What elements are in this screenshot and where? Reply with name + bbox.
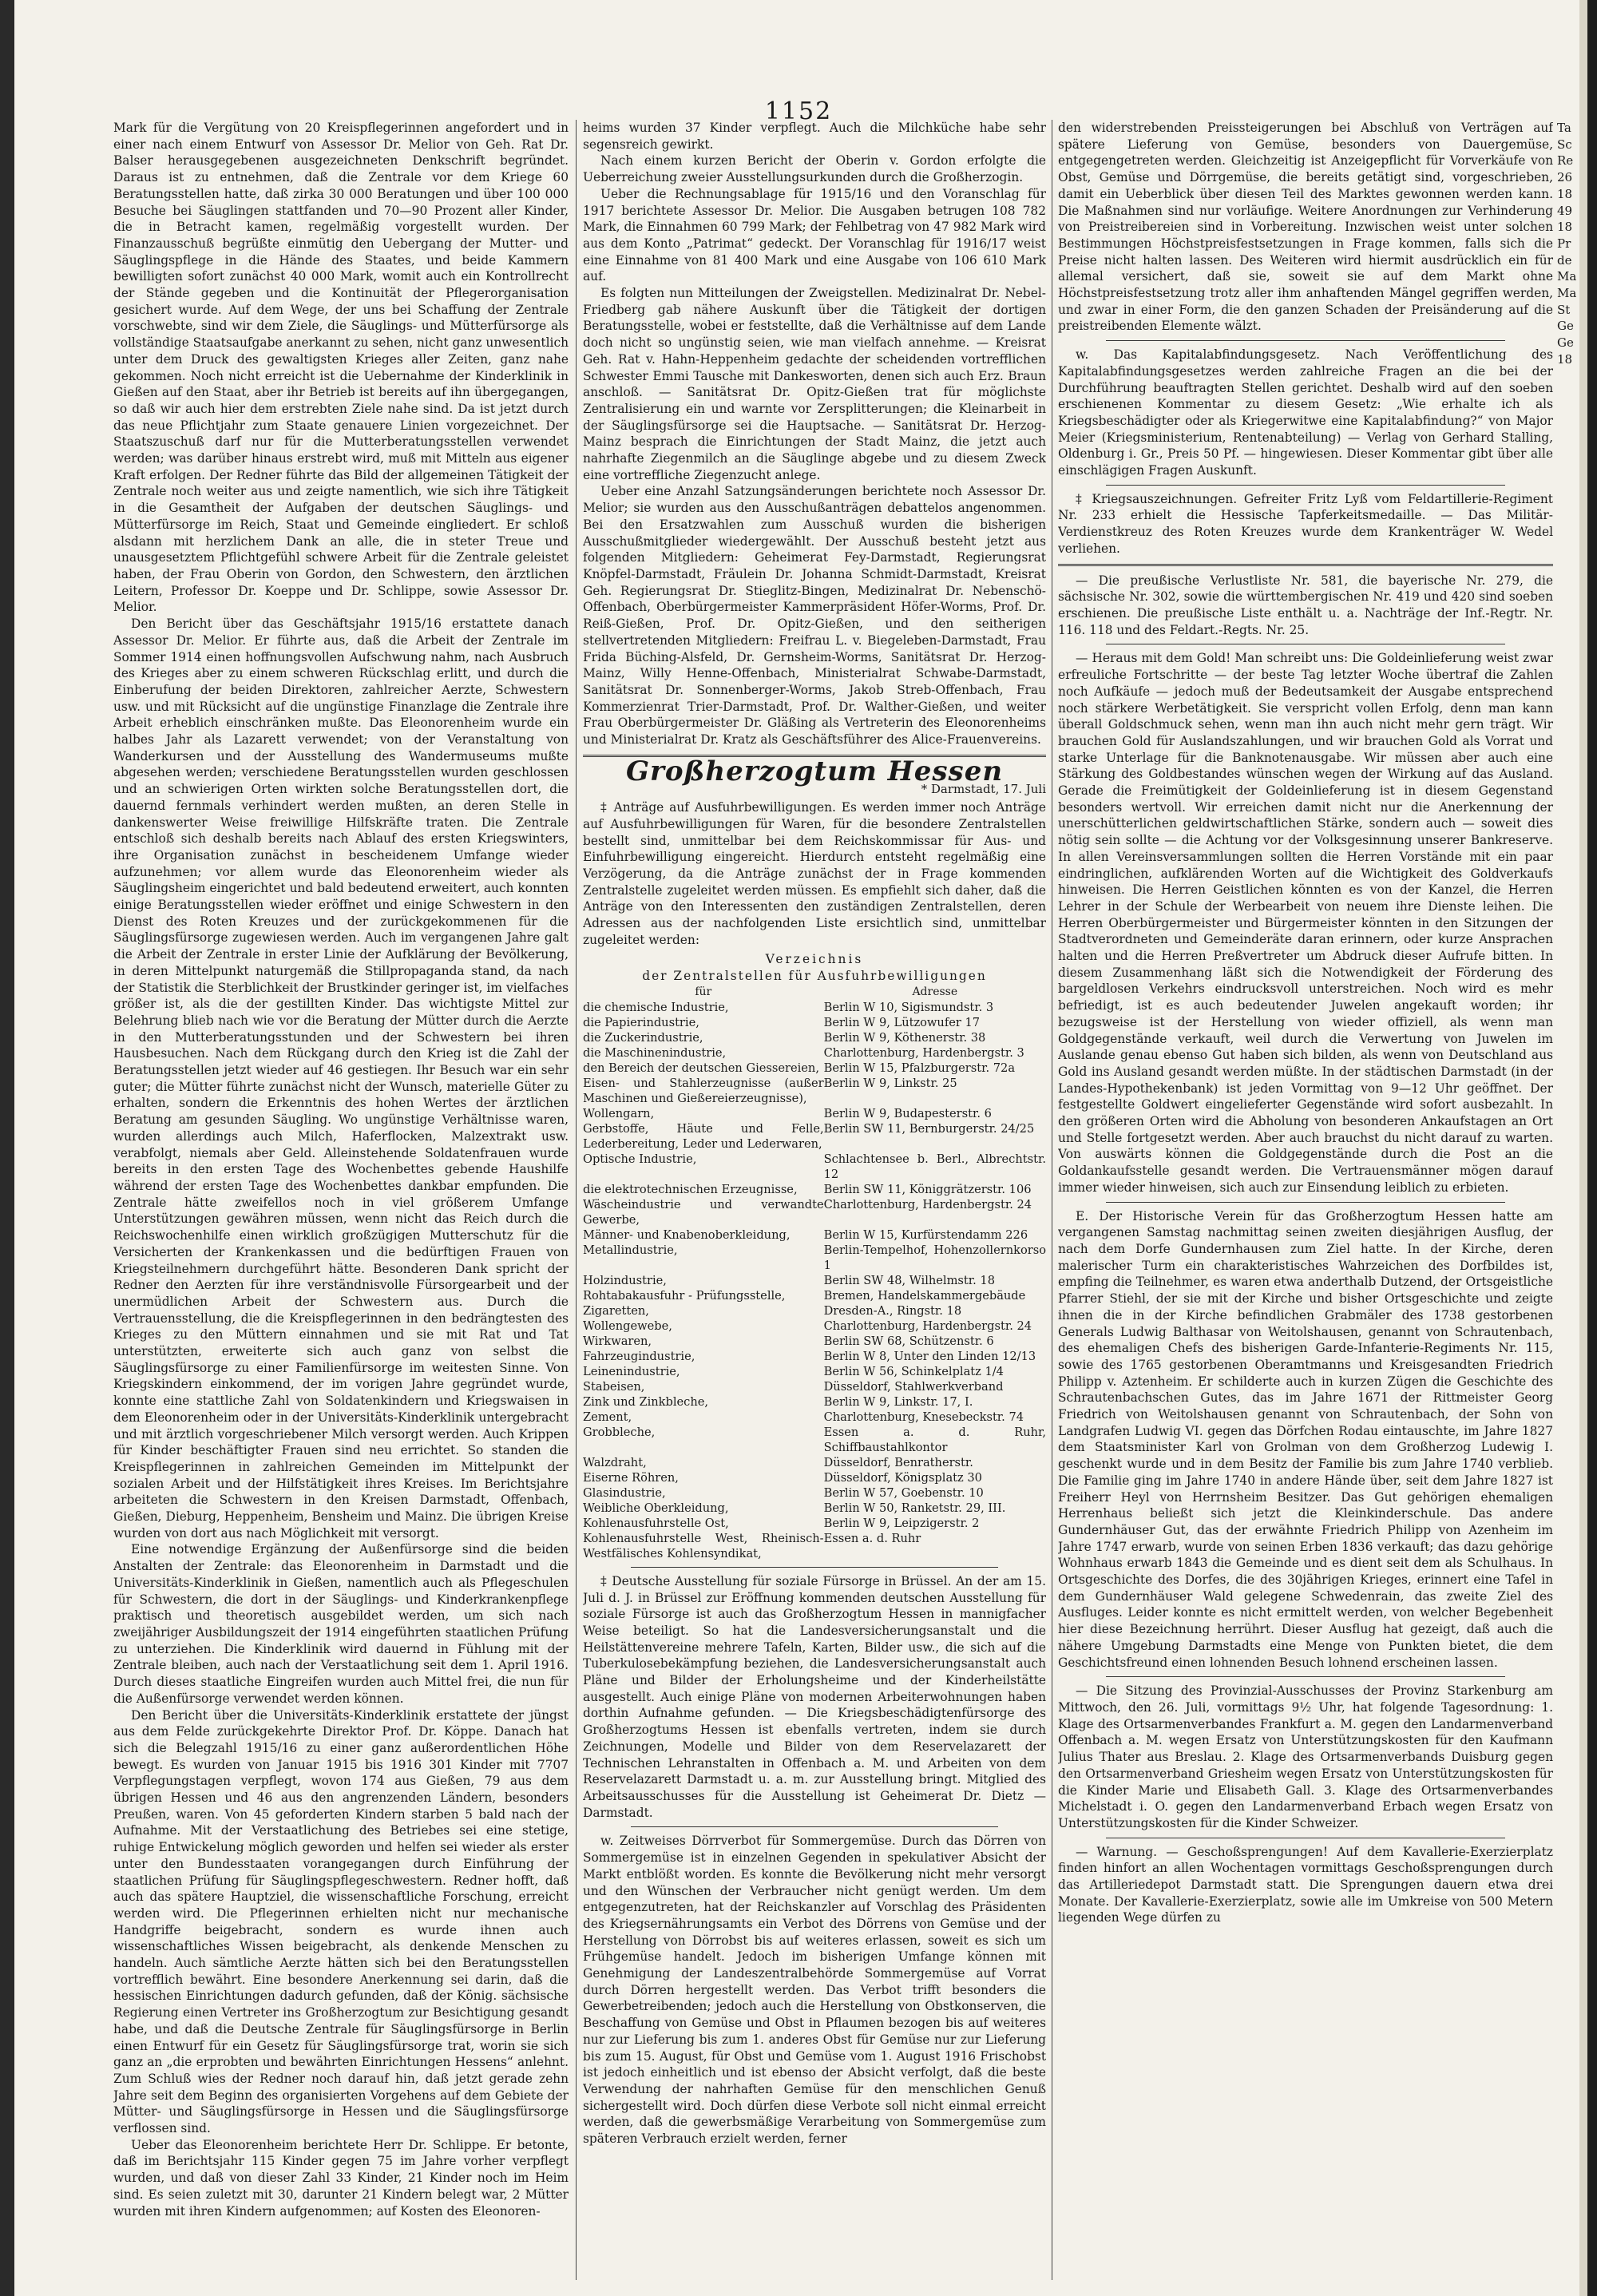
directory-address: Bremen, Handelskammergebäude [823, 1288, 1026, 1303]
divider [1106, 1202, 1505, 1203]
directory-industry: die elektrotechnischen Erzeugnisse, [583, 1182, 798, 1196]
directory-industry: Weibliche Oberkleidung, [583, 1501, 729, 1515]
column-rule [576, 120, 577, 2280]
directory-row [583, 1319, 1046, 1334]
column-1 [113, 120, 569, 2276]
directory-address: Berlin W 9, Leipzigerstr. 2 [823, 1516, 980, 1530]
directory-address: Berlin-Tempelhof, Hohenzollernkorso 1 [823, 1243, 1046, 1272]
directory-industry: Zement, [583, 1410, 632, 1424]
column-3 [1058, 120, 1553, 2276]
section-heading: Großherzogtum Hessen [625, 755, 1004, 787]
directory-industry: Wirkwaren, [583, 1334, 652, 1348]
page-number: 1152 [764, 97, 833, 125]
directory-address: Berlin W 8, Unter den Linden 12/13 [823, 1349, 1036, 1363]
directory-address: Charlottenburg, Hardenbergstr. 24 [823, 1197, 1032, 1211]
column-2 [583, 120, 1046, 2276]
directory-address: Charlottenburg, Knesebeckstr. 74 [823, 1410, 1024, 1424]
directory-row [583, 1394, 1046, 1410]
directory-row [583, 1227, 1046, 1243]
article-paragraph: Es folgten nun Mitteilungen der Zweigstellen. Medizinalrat Dr. Nebel-Friedberg gab nähere Auskunft über die Tätigkeit der dortigen Beratungsstelle, wobei er feststellte, daß die Verhältnisse auf dem Lande doch nicht so ungünstig seien, wie man vielfach annehme. — Kreisrat Geh. Rat v. Hahn-Heppenheim gedachte der scheidenden vortrefflichen Schwester Emmi Tausche mit Dankesworten, denen sich auch Erz. Braun anschloß. — Sanitätsrat Dr. Opitz-Gießen trat für möglichste Zentralisierung ein und warnte vor Zersplitterungen; die Kleinarbeit in der Säuglingsfürsorge sei die Hauptsache. — Sanitätsrat Dr. Herzog-Mainz besprach die Einrichtungen der Stadt Mainz, die jetzt auch nahrhafte Ziegenmilch an die Säuglinge abgebe und zu diesem Zweck eine vortreffliche Ziegenzucht anlege. [583, 286, 1046, 482]
article-paragraph: — Die Sitzung des Provinzial-Ausschusses der Provinz Starkenburg am Mittwoch, den 26. Juli, vormittags 9½ Uhr, hat folgende Tagesordnung: 1. Klage des Ortsarmenverbandes Frankfurt a. M. gegen den Landarmenverband Offenbach a. M. wegen Ersatz von Unterstützungskosten für den Kaufmann Julius Thater aus Breslau. 2. Klage des Ortsarmenverbands Duisburg gegen den Ortsarmenverband Griesheim wegen Ersatz von Unterstützungskosten für die Kinder Marie und Elisabeth Gall. 3. Klage des Ortsarmenverbandes Michelstadt i. O. gegen den Landarmenverband Erbach wegen Ersatz von Unterstützungskosten für die Kinder Schweizer. [1058, 1683, 1553, 1830]
directory-industry: die chemische Industrie, [583, 1000, 729, 1014]
divider [1106, 485, 1505, 486]
divider [631, 1826, 998, 1827]
directory-industry: Glasindustrie, [583, 1485, 666, 1500]
directory-row [583, 1485, 1046, 1501]
directory-row [583, 1076, 1046, 1106]
directory-industry: Männer- und Knabenoberkleidung, [583, 1227, 791, 1242]
article-paragraph: Ueber eine Anzahl Satzungsänderungen berichtete noch Assessor Dr. Melior; sie wurden aus den Ausschußanträgen debattelos angenommen. Bei den Ersatzwahlen zum Ausschuß wurden die bisherigen Ausschußmitglieder wiedergewählt. Der Ausschuß besteht jetzt aus folgenden Mitgliedern: Geheimerat Fey-Darmstadt, Regierungsrat Knöpfel-Darmstadt, Fräulein Dr. Johanna Schmidt-Darmstadt, Kreisrat Geh. Regierungsrat Dr. Stieglitz-Bingen, Medizinalrat Dr. Nebenschö-Offenbach, Oberbürgermeister Kammerpräsident Höfer-Worms, Prof. Dr. Reiß-Gießen, Prof. Dr. Opitz-Gießen, und den seitherigen stellvertretenden Mitgliedern: Freifrau L. v. Biegeleben-Darmstadt, Frau Frida Büching-Alsfeld, Dr. Gernsheim-Worms, Sanitätsrat Dr. Herzog-Mainz, Willy Henne-Offenbach, Ministerialrat Schwabe-Darmstadt, Sanitätsrat Dr. Sonnenberger-Worms, Jakob Streb-Offenbach, Frau Kommerzienrat Trier-Darmstadt, Prof. Dr. Walther-Gießen, und weiter Frau Oberbürgermeister Dr. Gläßing als Vertreterin des Eleonorenheims und Ministerialrat Dr. Kratz als Geschäftsführer des Alice-Frauenvereins. [583, 484, 1046, 747]
article-paragraph: — Die preußische Verlustliste Nr. 581, die bayerische Nr. 279, die sächsische Nr. 302, sowie die württembergischen Nr. 419 und 420 sind soeben erschienen. Die preußische Liste enthält u. a. Nachträge der Inf.-Regtr. Nr. 116. 118 und des Feldart.-Regts. Nr. 25. [1058, 573, 1553, 637]
directory-row [583, 1243, 1046, 1273]
directory-row [583, 1364, 1046, 1379]
article-paragraph: Ueber die Rechnungsablage für 1915/16 und den Voranschlag für 1917 berichtete Assessor Dr. Melior. Die Ausgaben betrugen 108 782 Mark, die Einnahmen 60 799 Mark; der Fehlbetrag von 47 982 Mark wird aus dem Konto „Patrimat“ gedeckt. Der Voranschlag für 1916/17 weist eine Einnahme von 81 400 Mark und eine Ausgabe von 106 610 Mark auf. [583, 186, 1046, 284]
directory-industry: Fahrzeugindustrie, [583, 1349, 695, 1363]
directory-row [583, 1425, 1046, 1455]
directory-industry: Kohlenausfuhrstelle West, Rheinisch-Westfälisches Kohlensyndikat, [583, 1531, 824, 1560]
page-edge-right [1587, 0, 1597, 2296]
directory-address: Berlin W 10, Sigismundstr. 3 [823, 1000, 994, 1014]
directory-row [583, 1288, 1046, 1303]
directory-industry: Gerbstoffe, Häute und Felle, Lederbereitung, Leder und Lederwaren, [583, 1121, 824, 1151]
directory-industry: die Maschinenindustrie, [583, 1045, 727, 1060]
directory-address: Dresden-A., Ringstr. 18 [823, 1303, 962, 1318]
directory-address: Düsseldorf, Stahlwerkverband [823, 1379, 1004, 1394]
article-paragraph: Ueber das Eleonorenheim berichtete Herr Dr. Schlippe. Er betonte, daß im Berichtsjahr 115 Kinder gegen 75 im Jahre vorher verpflegt wurden, und daß von dieser Zahl 33 Kinder, 21 Kinder noch im Heim sind. Es seien zuletzt mit 30, darunter 21 Kindern belegt war, 2 Mütter wurden mit ihren Kindern aufgenommen; auf Kosten des Eleonoren- [113, 2137, 569, 2219]
directory-row [583, 1152, 1046, 1182]
directory-column-header: für [695, 985, 712, 998]
directory-address: Berlin W 9, Linkstr. 25 [823, 1076, 957, 1090]
article-paragraph: heims wurden 37 Kinder verpflegt. Auch die Milchküche habe sehr segensreich gewirkt. [583, 121, 1046, 152]
directory-industry: Wollengarn, [583, 1106, 655, 1120]
directory-title: Verzeichnis [765, 952, 864, 967]
directory-industry: Metallindustrie, [583, 1243, 678, 1257]
directory-address: Berlin W 56, Schinkelplatz 1/4 [823, 1364, 1004, 1378]
article-paragraph: den widerstrebenden Preissteigerungen bei Abschluß von Verträgen auf spätere Lieferung von Gemüse, besonders von Dauergemüse, entgegengetreten werden. Gleichzeitig ist Anzeigepflicht für Vorverkäufe von Obst, Gemüse und Dörrgemüse, die bereits getätigt sind, vorgeschrieben, damit ein Ueberblick über diesen Teil des Marktes gewonnen werden kann. Die Maßnahmen sind nur vorläufige. Weitere Anordnungen zur Verhinderung von Preistreibereien sind in Vorbereitung. Inzwischen weist unter solchen Bestimmungen Höchstpreisfestsetzungen in Frage kommen, falls sich die Preise nicht halten lassen. Des Weiteren wird hiermit ausdrücklich ein für allemal versichert, daß sie, soweit sie auf dem Markt ohne Höchstpreisfestsetzung trotz aller ihm anhaftenden Mängel gegriffen werden, und zwar in einer Form, die den ganzen Schaden der Preisänderung auf die preistreibenden Elemente wälzt. [1058, 121, 1553, 334]
directory-address: Berlin SW 11, Bernburgerstr. 24/25 [823, 1121, 1035, 1136]
directory-industry: Wollengewebe, [583, 1319, 672, 1333]
directory-industry: Walzdraht, [583, 1455, 647, 1469]
directory-address: Düsseldorf, Benratherstr. [823, 1455, 973, 1469]
directory-industry: Rohtabakausfuhr - Prüfungsstelle, [583, 1288, 786, 1303]
directory-row [583, 1531, 1046, 1561]
directory-industry: Grobbleche, [583, 1425, 656, 1439]
directory-industry: Zigaretten, [583, 1303, 649, 1318]
directory-industry: Stabeisen, [583, 1379, 645, 1394]
directory-subtitle: der Zentralstellen für Ausfuhrbewilligungen [642, 969, 987, 984]
divider [1106, 1676, 1505, 1677]
directory-industry: Zink und Zinkbleche, [583, 1394, 709, 1409]
directory-industry: die Zuckerindustrie, [583, 1030, 703, 1045]
article-paragraph: — Warnung. — Geschoßsprengungen! Auf dem Kavallerie-Exerzierplatz finden hinfort an allen Wochentagen vormittags Geschoßsprengungen durch das Artilleriedepot Darmstadt statt. Die Sprengungen dauern etwa drei Monate. Der Kavallerie-Exerzierplatz, sowie alle im Umkreise von 500 Metern liegenden Wege dürfen zu [1058, 1844, 1553, 1925]
directory-address: Essen a. d. Ruhr [823, 1531, 921, 1545]
directory-row [583, 1516, 1046, 1531]
directory-industry: die Papierindustrie, [583, 1015, 699, 1029]
page-gutter [1579, 0, 1587, 2296]
directory-address: Berlin SW 68, Schützenstr. 6 [823, 1334, 994, 1348]
article-paragraph: Nach einem kurzen Bericht der Oberin v. Gordon erfolgte die Ueberreichung zweier Ausstellungsurkunden durch die Großherzogin. [583, 153, 1046, 185]
article-paragraph: Den Bericht über das Geschäftsjahr 1915/16 erstattete danach Assessor Dr. Melior. Er führte aus, daß die Arbeit der Zentrale im Sommer 1914 einen hoffnungsvollen Aufschwung nahm, nach Ausbruch des Krieges aber zu einem schweren Rückschlag erlitt, und durch die Einberufung der beiden Direktoren, zahlreicher Aerzte, Schwestern usw. und mit Rücksicht auf die ungünstige Finanzlage die Zentrale ihre Arbeit erheblich einschränken mußte. Das Eleonorenheim wurde ein halbes Jahr als Lazarett verwendet; von der Veranstaltung von Wanderkursen und der Ausstellung des Wandermuseums mußte abgesehen werden; verschiedene Beratungsstellen wurden geschlossen und an schwierigen Orten wirkten solche Beratungsstellen dort, die dauernd fernmals verhindert werden mußten, an deren Stelle in dankenswerter Weise freiwillige Hilfskräfte traten. Die Zentrale entschloß sich deshalb bereits nach Ablauf des ersten Kriegswinters, ihre Organisation zunächst in bescheidenem Umfange wieder aufzunehmen; vor allem wurde das Eleonorenheim wieder als Säuglingsheim eingerichtet und bald bedeutend erweitert, auch konnten einige Beratungsstellen wieder eröffnet und einige Schwestern in den Dienst des Roten Kreuzes und der zurückgekommenen für die Säuglingsfürsorge zugewiesen werden. Auch im vergangenen Jahre galt die Arbeit der Zentrale in erster Linie der Aufklärung der Bevölkerung, in deren Mittelpunkt naturgemäß die Stillpropaganda stand, da nach der Statistik die Sterblichkeit der Brustkinder geringer ist, im vielfaches größer ist, als die der gestillten Kinder. Das wichtigste Mittel zur Belehrung blieb nach wie vor die Beratung der Mütter durch die Aerzte in den Mutterberatungsstunden und der Schwestern bei ihren Hausbesuchen. Nach dem Rückgang durch den Krieg ist die Zahl der Beratungsstellen jetzt wieder auf 46 gestiegen. Ihr Besuch war ein sehr guter; die Mütter führte zunächst nicht der Wunsch, materielle Güter zu erhalten, sondern die Erkenntnis des hohen Wertes der ärztlichen Beratung am gesunden Säugling. Wo ungünstige Verhältnisse waren, wurden allerdings auch Milch, Haferflocken, Malzextrakt usw. verabfolgt, niemals aber Geld. Alleinstehende Soldatenfrauen wurde bereits in den ersten Tage des Wochenbettes gebende Haushilfe während der ersten Tage des Wochenbettes dankbar empfunden. Die Zentrale hätte zweifellos noch in viel größerem Umfange Unterstützungen gewähren müssen, wenn nicht das Reich durch die Reichswochenhilfe einen wirklich großzügigen Mutterschutz für die Versicherten der Krankenkassen und die bedürftigen Frauen von Kriegsteilnehmern durchgeführt hätte. Besonderen Dank spricht der Redner den Aerzten für ihre verständnisvolle Fürsorgearbeit und der unermüdlichen Arbeit der Schwestern aus. Durch die Vertrauensstellung, die die Kreispflegerinnen in den bedrängtesten des Krieges zu den Müttern einnahmen und sie mit Rat und Tat unterstützten, erweiterte sich auch ganz von selbst die Säuglingsfürsorge zu einer Familienfürsorge im weitesten Sinne. Von Kriegskindern einkommend, der im vorigen Jahre gegründet wurde, konnte eine stattliche Zahl von Soldatenkindern und Kriegswaisen in dem Eleonorenheim oder in der Universitäts-Kinderklinik untergebracht und mit ärztlich vorgeschriebener Milch versorgt werden. Auch Krippen für Kinder beschäftigter Frauen sind neu errichtet. So standen die Kreispflegerinnen in zahlreichen Gemeinden im Mittelpunkt der sozialen Arbeit und der Hilfstätigkeit ihres Kreises. Im Berichtsjahre arbeiteten die Schwestern in den Kreisen Darmstadt, Offenbach, Gießen, Dieburg, Heppenheim, Bensheim und Mainz. Die übrigen Kreise wurden von dort aus nach Möglichkeit mit versorgt. [113, 617, 569, 1541]
directory-row [583, 1030, 1046, 1045]
article-paragraph: Mark für die Vergütung von 20 Kreispflegerinnen angefordert und in einer nach einem Entwurf von Assessor Dr. Melior von Geh. Rat Dr. Balser herausgegebenen ausgezeichneten Denkschrift begründet. Daraus ist zu entnehmen, daß die Zentrale vor dem Kriege 60 Beratungsstellen hatte, daß zirka 30 000 Beratungen und über 100 000 Besuche bei Säuglingen stattfanden und 70—90 Prozent aller Kinder, die in Betracht kamen, regelmäßig vorgestellt wurden. Der Finanzausschuß begrüßte einmütig den Uebergang der Mutter- und Säuglingspflege in die Hände des Staates, und beide Kammern bewilligten sofort zunächst 40 000 Mark, womit auch ein Kontrollrecht der Stände gegeben und die Kontinuität der Pflegerorganisation gesichert wurde. Auf dem Wege, der uns bei Schaffung der Zentrale vorschwebte, sind wir dem Ziele, die Säuglings- und Mütterfürsorge als vollständige Staatsaufgabe anerkannt zu sehen, nicht ganz unwesentlich unter dem Druck des gewaltigsten Krieges aller Zeiten, ganz nahe gekommen. Noch nicht erreicht ist die Uebernahme der Kinderklinik in Gießen auf den Staat, aber ihr Betrieb ist bereits auf ihn übergegangen, so daß wir auch hier dem erstrebten Ziele nahe sind. Da ist jetzt durch das neue Pflichtjahr zum Staate genauere Linien vorgezeichnet. Der Staatszuschuß darf nur für die Mutterberatungsstellen verwendet werden; was darüber hinaus erstrebt wird, muß mit Mitteln aus eigener Kraft erfolgen. Der Redner führte das Bild der allgemeinen Tätigkeit der Zentrale noch weiter aus und zeigte namentlich, wie sich ihre Tätigkeit in die Gesamtheit der Aufgaben der deutschen Säuglings- und Mütterfürsorge im Reich, Staat und Gemeinde eingliedert. Er schloß alsdann mit herzlichem Dank an alle, die in steter Treue und unausgesetztem Pflichtgefühl schwere Arbeit für die Zentrale geleistet haben, der Frau Oberin von Gordon, den Schwestern, den ärztlichen Leitern, Professor Dr. Koeppe und Dr. Schlippe, sowie Assessor Dr. Melior. [113, 121, 569, 615]
directory-row [583, 1501, 1046, 1516]
directory-industry: Optische Industrie, [583, 1152, 697, 1166]
directory-row [583, 1273, 1046, 1288]
article-paragraph: ‡ Kriegsauszeichnungen. Gefreiter Fritz Lyß vom Feldartillerie-Regiment Nr. 233 erhielt die Hessische Tapferkeitsmedaille. — Das Militär-Verdienstkreuz des Roten Kreuzes wurde dem Krankenträger W. Wedel verliehen. [1058, 491, 1553, 556]
article-paragraph: Eine notwendige Ergänzung der Außenfürsorge sind die beiden Anstalten der Zentrale: das Eleonorenheim in Darmstadt und die Universitäts-Kinderklinik in Gießen, namentlich auch als Pflegeschulen für Schwestern, die dort in der Säuglings- und Kinderkrankenpflege praktisch und theoretisch ausgebildet werden, um sich nach zweijähriger Ausbildungszeit der 1914 eingeführten staatlichen Prüfung zu unterziehen. Die Kinderklinik wird dauernd in Fühlung mit der Zentrale bleiben, auch nach der Verstaatlichung seit dem 1. April 1916. Durch dieses staatliche Eingreifen wurden auch Mittel frei, die nun für die Außenfürsorge verwendet werden können. [113, 1542, 569, 1706]
directory-row [583, 1379, 1046, 1394]
directory-address: Berlin W 9, Köthenerstr. 38 [823, 1030, 986, 1045]
directory-row [583, 1303, 1046, 1319]
directory-row [583, 1470, 1046, 1485]
article-paragraph: ‡ Deutsche Ausstellung für soziale Fürsorge in Brüssel. An der am 15. Juli d. J. in Brüssel zur Eröffnung kommenden deutschen Ausstellung für soziale Fürsorge ist auch das Großherzogtum Hessen in mannigfacher Weise beteiligt. So hat die Landesversicherungsanstalt und die Heilstättenvereine mehrere Tafeln, Karten, Bilder usw., die sich auf die Tuberkulosebekämpfung beziehen, die Landesversicherungsanstalt auch Pläne und Bilder der Erholungsheime und der Kinderheilstätte ausgestellt. Auch einige Pläne von modernen Arbeiterwohnungen haben dorthin Aufnahme gefunden. — Die Kriegsbeschädigtenfürsorge des Großherzogtums Hessen ist ebenfalls vertreten, indem sie durch Zeichnungen, Modelle und Bilder von dem Reservelazarett der Technischen Lehranstalten in Offenbach a. M. und Arbeiten von dem Reservelazarett Darmstadt u. a. m. zur Ausstellung bringt. Mitglied des Arbeitsausschusses für die Ausstellung ist Geheimerat Dr. Dietz — Darmstadt. [583, 1573, 1046, 1820]
directory-industry: den Bereich der deutschen Giessereien, [583, 1061, 819, 1075]
directory-address: Berlin W 15, Kurfürstendamm 226 [823, 1227, 1028, 1242]
directory-row [583, 1045, 1046, 1061]
directory-table [583, 985, 1046, 1561]
article-paragraph: ‡ Anträge auf Ausfuhrbewilligungen. Es werden immer noch Anträge auf Ausfuhrbewilligungen für Waren, für die besondere Zentralstellen bestellt sind, unmittelbar bei dem Reichskommissar für Aus- und Einfuhrbewilligung eingereicht. Hierdurch entsteht regelmäßig eine Verzögerung, da die Anträge zunächst der in Frage kommenden Zentralstelle zugeleitet werden müssen. Es empfiehlt sich daher, daß die Anträge von den Interessenten den zuständigen Zentralstellen, deren Adressen aus der nachfolgenden Liste ersichtlich sind, unmittelbar zugeleitet werden: [583, 800, 1046, 947]
directory-row [583, 1197, 1046, 1227]
directory-industry: Kohlenausfuhrstelle Ost, [583, 1516, 729, 1530]
directory-address: Düsseldorf, Königsplatz 30 [823, 1470, 982, 1485]
directory-row [583, 1106, 1046, 1121]
divider [631, 1567, 998, 1568]
directory-address: Essen a. d. Ruhr, Schiffbaustahlkontor [823, 1425, 1046, 1454]
dateline: * Darmstadt, 17. Juli [921, 782, 1046, 797]
directory-row [583, 1455, 1046, 1470]
directory-row [583, 1061, 1046, 1076]
page-edge-left [0, 0, 14, 2296]
article-paragraph: E. Der Historische Verein für das Großherzogtum Hessen hatte am vergangenen Samstag nachmittag seinen zweiten diesjährigen Ausflug, der nach dem Dorfe Gundernhausen zum Ziel hatte. In der Kirche, deren malerischer Turm ein charakteristisches Wahrzeichen des Dorfbildes ist, empfing die Teilnehmer, es waren etwa anderthalb Dutzend, der Ortsgeistliche Pfarrer Stiehl, der sie mit der Kirche und bisher Ortsgeschichte und zeigte ihnen die in der Kirche befindlichen Grabmäler des 1738 gestorbenen Generals Ludwig Balthasar von Weitolshausen, genannt von Schrautenbach, des ehemaligen Chefs des bisherigen Garde-Infanterie-Regiments Nr. 115, sowie des 1765 gestorbenen Oberamtmanns und Kreisgesandten Friedrich Philipp v. Aztenheim. Er schilderte auch in kurzen Zügen die Geschichte des Schrautenbachschen Gutes, das im Jahre 1671 der Rittmeister Georg Friedrich von Weitolshausen genannt von Schrautenbach, der Sohn von Landgrafen Ludwig VI. gegen das Dörfchen Rodau eintauschte, im Jahre 1827 dem Staatsminister Karl von Grolman von dem Großherzog Ludewig I. geschenkt wurde und in dem Besitz der Familie bis zum Jahre 1740 verblieb. Die Familie ging im Jahre 1740 in andere Hände über, seit dem Jahre 1827 ist Freiherr Heyl von Herrnsheim Besitzer. Das Gut gehörigen ehemaligen Herrenhaus beließt sich jetzt die Kleinkinderschule. Das andere Gundernhäuser Gut, das der erwähnte Friedrich Philipp von Azenheim im Jahre 1747 erwarb, wurde von seinen Erben 1836 verkauft; das dazu gehörige Wohnhaus erwarb 1843 die Gemeinde und es dient seit dem als Schulhaus. In Ortsgeschichte des Dorfes, die des 30jährigen Krieges, erinnert eine Tafel in dem Gundernhäuser Wald gelegene Schwedenrain, das zweite Ziel des Ausfluges. Leider konnte es nicht ermittelt werden, von welcher Begebenheit hier diese Bezeichnung herrührt. Dieser Ausflug hat gezeigt, daß auch die nähere Umgebung Darmstadts eine Menge von Punkten bietet, die dem Geschichtsfreund einen lohnenden Besuch lohnend erscheinen lassen. [1058, 1208, 1553, 1670]
directory-address: Berlin W 50, Ranketstr. 29, III. [823, 1501, 1006, 1515]
article-paragraph: — Heraus mit dem Gold! Man schreibt uns: Die Goldeinlieferung weist zwar erfreuliche Fortschritte — der beste Tag letzter Woche übertraf die Zahlen noch Aufkäufe — jedoch muß der Bedeutsamkeit der Ausgabe entsprechend noch stärkere Werbetätigkeit. Sie verspricht vollen Erfolg, denn man kann überall Goldschmuck sehen, wenn man ihn auch nicht mehr gern trägt. Wir brauchen Gold für Auslandszahlungen, und wir brauchen Gold als Vorrat und starke Unterlage für die Banknotenausgabe. Wir müssen aber auch eine Stärkung des Goldbestandes wünschen wegen der Wirkung auf das Ausland. Gerade die Freimütigkeit der Goldeinlieferung ist in diesem Gegenstand besonders wertvoll. Wir erreichen damit nicht nur die Anerkennung der unerschütterlichen geldwirtschaftlichen Stärke, sondern auch — soweit dies nötig sein sollte — die Achtung vor der Volksgesinnung unserer Bankreserve. In allen Vereinsversammlungen sollten die Herren Vorstände mit ein paar eindringlichen, aufklärenden Worten auf die Wichtigkeit des Goldverkaufs hinweisen. Die Herren Geistlichen könnten es von der Kanzel, die Herren Lehrer in der Schule der Werbearbeit von neuem ihre Dienste leihen. Die Herren Oberbürgermeister und Bürgermeister könnten in den Sitzungen der Stadtverordneten und Gemeinderäte daran erinnern, oder kurze Ansprachen halten und die Herren Preßvertreter um Abdruck dieser Aufrufe bitten. In diesem Zusammenhang läßt sich die Notwendigkeit der Förderung des bargeldlosen Verkehrs eindrucksvoll unterstreichen. Noch wird es mehr befriedigt, ist es auch bedeutender Juwelen angekauft worden; ihr bezugsweise ist der Herstellung von wieder offiziell, als wenn man Goldgegenstände verkauft, weil durch die Verwertung von Juwelen im Auslande genau ebenso Gut haben sich bilden, als wenn von Deutschland aus Gold ins Ausland gesandt werden müßte. In der städtischen Darmstadt (in der Landes-Hypothekenbank) ist jeden Vormittag von 9—12 Uhr geöffnet. Der festgestellte Goldwert eingelieferter Gegenstände wird sofort ausbezahlt. In den größeren Orten wird die Abholung von besonderen Ankaufstagen an Ort und Stelle fortgesetzt werden. Aber auch brauchst du nicht darauf zu warten. Von auswärts können die Goldgegenstände durch die Post an die Goldankaufsstelle gesandt werden. Die Vertrauensmänner mögen darauf immer wieder hinweisen, sich auch zur Einsendung leiblich zu erbieten. [1058, 651, 1553, 1195]
article-paragraph: w. Zeitweises Dörrverbot für Sommergemüse. Durch das Dörren von Sommergemüse ist in einzelnen Gegenden in spekulativer Absicht der Markt entblößt worden. Es konnte die Bevölkerung nicht mehr versorgt und den Wünschen der Verbraucher nicht genügt werden. Um dem entgegenzutreten, hat der Reichskanzler auf Vorschlag des Präsidenten des Kriegsernährungsamts ein Verbot des Dörrens von Gemüse und der Herstellung von Dörrobst bis auf weiteres erlassen, soweit es sich um Frühgemüse handelt. Jedoch im bisherigen Umfange können mit Genehmigung der Landeszentralbehörde Sommergemüse auf Vorrat durch Dörren hergestellt werden. Das Verbot trifft besonders die Gewerbetreibenden; jedoch auch die Herstellung von Obstkonserven, die Beschaffung von Gemüse und Obst in Pflaumen bezogen bis auf weiteres nur zur Lieferung bis zum 1. anderes Obst für Gemüse nur zur Lieferung bis zum 15. August, für Obst und Gemüse vom 1. August 1916 Frischobst ist jedoch einheitlich und ist ebenso der Absicht verfolgt, daß die beste Verwendung der nahrhaften Gemüse für den menschlichen Genuß sichergestellt wird. Doch dürfen diese Verbote soll nicht einmal erreicht werden, daß die gewerbsmäßige Verarbeitung von Sommergemüse zum späteren Verbrauch erzielt werden, ferner [583, 1834, 1046, 2147]
directory-industry: Eiserne Röhren, [583, 1470, 679, 1485]
directory-address: Berlin W 15, Pfalzburgerstr. 72a [823, 1061, 1016, 1075]
directory-row [583, 1000, 1046, 1015]
directory-row [583, 1410, 1046, 1425]
directory-industry: Wäscheindustrie und verwandte Gewerbe, [583, 1197, 824, 1227]
directory-row [583, 1015, 1046, 1030]
directory-column-header: Adresse [912, 985, 958, 998]
directory-address: Charlottenburg, Hardenbergstr. 3 [823, 1045, 1024, 1060]
directory-industry: Eisen- und Stahlerzeugnisse (außer Maschinen und Gießereierzeugnisse), [583, 1076, 824, 1105]
directory-row [583, 1334, 1046, 1349]
directory-address: Schlachtensee b. Berl., Albrechtstr. 12 [823, 1152, 1046, 1181]
divider [1106, 340, 1505, 341]
directory-address: Berlin W 9, Lützowufer 17 [823, 1015, 981, 1029]
directory-address: Berlin W 9, Linkstr. 17, I. [823, 1394, 973, 1409]
adjacent-page-fragment: Ta Sc Re 26 18 49 18 Pr de Ma Ma St Ge Ge 18 [1557, 121, 1577, 367]
directory-address: Berlin W 9, Budapesterstr. 6 [823, 1106, 992, 1120]
directory-row [583, 1182, 1046, 1197]
directory-address: Berlin SW 48, Wilhelmstr. 18 [823, 1273, 995, 1287]
directory-industry: Leinenindustrie, [583, 1364, 680, 1378]
directory-industry: Holzindustrie, [583, 1273, 667, 1287]
divider [1058, 564, 1553, 566]
directory-row [583, 1349, 1046, 1364]
article-paragraph: Den Bericht über die Universitäts-Kinderklinik erstattete der jüngst aus dem Felde zurückgekehrte Direktor Prof. Dr. Köppe. Danach hat sich die Belegzahl 1915/16 zu einer ganz außerordentlichen Höhe bewegt. Es wurden von Januar 1915 bis 1916 301 Kinder mit 7707 Verpflegungstagen verpflegt, wovon 174 aus Gießen, 79 aus dem übrigen Hessen und 46 aus den angrenzenden Ländern, besonders Preußen, waren. Von 45 geforderten Kindern starben 5 bald nach der Aufnahme. Mit der Verstaatlichung des Betriebes sei eine stetige, ruhige Entwickelung möglich geworden und helfen sei wieder als erster unter den Bundesstaaten vorangegangen durch Einführung der staatlichen Prüfung für Säuglingspflegeschwestern. Redner hofft, daß auch das spätere Hauptziel, die wissenschaftliche Forschung, erreicht werden wird. Die Pflegerinnen erhielten nicht nur mechanische Handgriffe beigebracht, sondern es wurde ihnen auch wissenschaftliches Wissen beigebracht, als denkende Menschen zu handeln. Auch sämtliche Aerzte hätten sich bei den Beratungsstellen vortrefflich bewährt. Eine besondere Anerkennung sei darin, daß die hessischen Einrichtungen dadurch gefunden, daß der König. sächsische Regierung einen Vertreter ins Großherzogtum zur Besichtigung gesandt habe, und daß die Deutsche Zentrale für Säuglingsfürsorge in Berlin einen Entwurf für ein Gesetz für Säuglingsfürsorge trat, worin sie sich ganz an „die erprobten und bewährten Einrichtungen Hessens“ anlehnt. Zum Schluß wies der Redner noch darauf hin, daß jetzt gerade zehn Jahre seit dem Beginn des organisierten Vorgehens auf dem Gebiete der Mütter- und Säuglingsfürsorge in Hessen und die Säuglingsfürsorge verflossen sind. [113, 1707, 569, 2136]
directory-row [583, 1121, 1046, 1152]
directory-address: Berlin SW 11, Königgrätzerstr. 106 [823, 1182, 1032, 1196]
article-paragraph: w. Das Kapitalabfindungsgesetz. Nach Veröffentlichung des Kapitalabfindungsgesetzes werden zahlreiche Fragen an die bei der Durchführung beauftragten Stellen gerichtet. Deshalb wird auf den soeben erschienenen Kommentar zu diesem Gesetz: „Wie erhalte ich als Kriegsbeschädigter oder als Kriegerwitwe eine Kapitalabfindung?“ von Major Meier (Kriegsministerium, Rentenabteilung) — Verlag von Gerhard Stalling, Oldenburg i. Gr., Preis 50 Pf. — hingewiesen. Dieser Kommentar gibt über alle einschlägigen Fragen Auskunft. [1058, 347, 1553, 478]
directory-address: Berlin W 57, Goebenstr. 10 [823, 1485, 984, 1500]
directory-address: Charlottenburg, Hardenbergstr. 24 [823, 1319, 1032, 1333]
